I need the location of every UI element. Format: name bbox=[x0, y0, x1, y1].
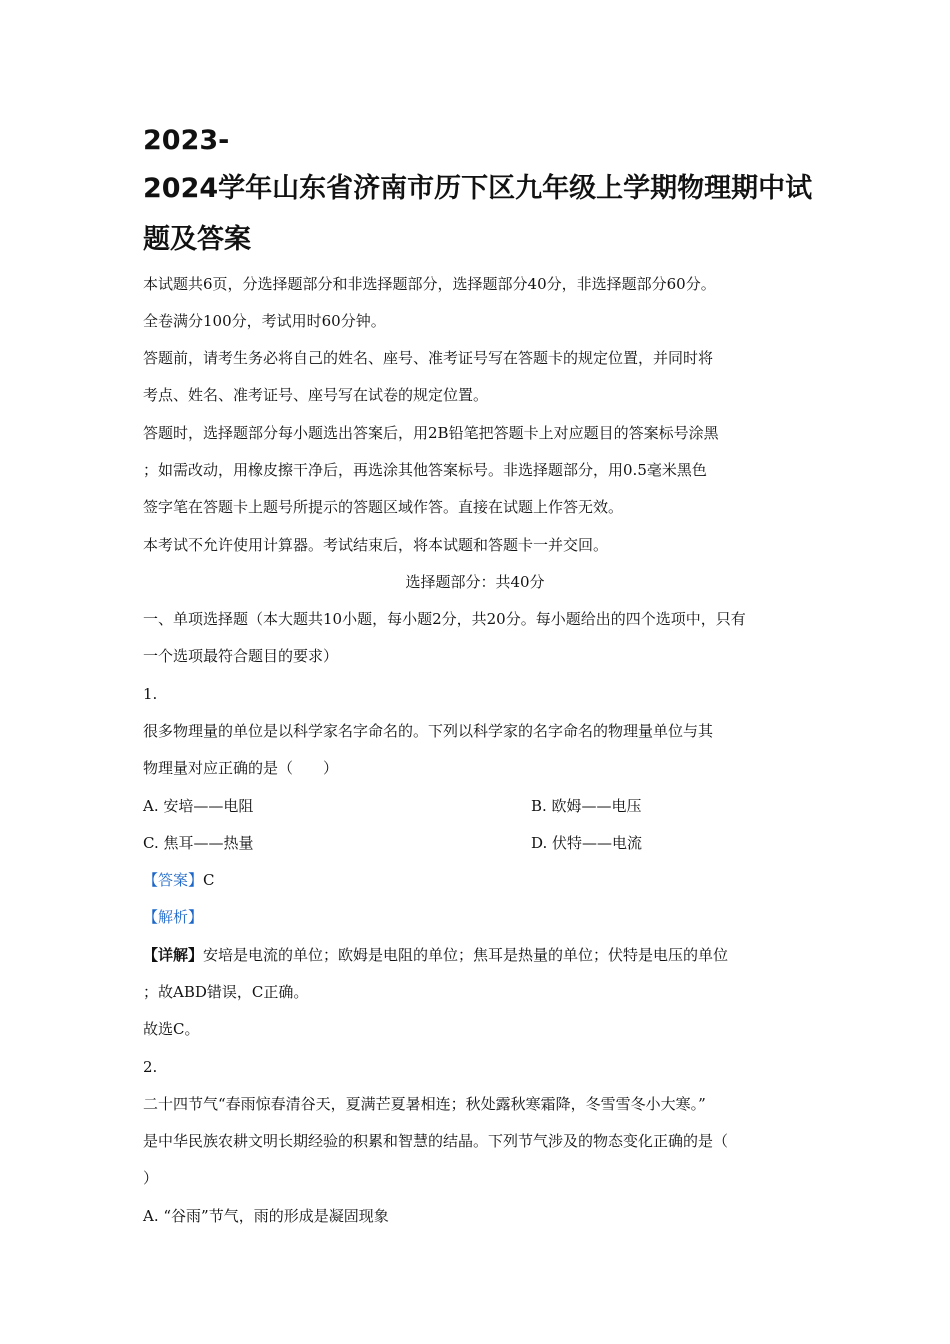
question-1-stem-line-2: 物理量对应正确的是（ ） bbox=[143, 759, 339, 777]
detail-text: 安培是电流的单位；欧姆是电阻的单位；焦耳是热量的单位；伏特是电压的单位 bbox=[203, 946, 729, 964]
detail-tag: 【详解】 bbox=[143, 946, 204, 964]
analysis-tag: 【解析】 bbox=[143, 908, 204, 926]
question-1-option-c: C. 焦耳——热量 bbox=[143, 834, 254, 852]
question-1-answer-line bbox=[143, 870, 215, 890]
question-1-detail-line-2: ；故ABD错误，C正确。 bbox=[143, 983, 309, 1001]
question-1-detail-line-1 bbox=[143, 945, 728, 965]
question-1-option-b: B. 欧姆——电压 bbox=[531, 797, 642, 815]
question-1-stem-line-1: 很多物理量的单位是以科学家名字命名的。下列以科学家的名字命名的物理量单位与其 bbox=[143, 722, 714, 740]
instruction-line: 全卷满分100分，考试用时60分钟。 bbox=[143, 312, 386, 330]
instruction-line: 签字笔在答题卡上题号所提示的答题区域作答。直接在试题上作答无效。 bbox=[143, 498, 624, 516]
instruction-line: 本考试不允许使用计算器。考试结束后，将本试题和答题卡一并交回。 bbox=[143, 536, 609, 554]
document-title-line-3: 题及答案 bbox=[143, 224, 251, 255]
instruction-line: 答题时，选择题部分每小题选出答案后，用2B铅笔把答题卡上对应题目的答案标号涂黑 bbox=[143, 424, 719, 442]
part-one-heading-line-1: 一、单项选择题（本大题共10小题，每小题2分，共20分。每小题给出的四个选项中，只有 bbox=[143, 610, 746, 628]
question-2-stem-line-1: 二十四节气“春雨惊春清谷天，夏满芒夏暑相连；秋处露秋寒霜降，冬雪雪冬小大寒。” bbox=[143, 1095, 706, 1113]
answer-tag: 【答案】 bbox=[143, 871, 204, 889]
document-title-line-2: 2024学年山东省济南市历下区九年级上学期物理期中试 bbox=[143, 173, 813, 204]
document-title-line-1: 2023- bbox=[143, 125, 230, 156]
question-2-number: 2. bbox=[143, 1058, 158, 1076]
section-heading: 选择题部分：共40分 bbox=[405, 573, 545, 591]
part-one-heading-line-2: 一个选项最符合题目的要求） bbox=[143, 647, 339, 665]
answer-value: C bbox=[203, 871, 215, 889]
question-1-analysis-tag bbox=[143, 907, 203, 927]
question-2-stem-line-3: ） bbox=[143, 1169, 159, 1187]
instruction-line: 答题前，请考生务必将自己的姓名、座号、准考证号写在答题卡的规定位置，并同时将 bbox=[143, 349, 714, 367]
question-2-option-a: A. “谷雨”节气，雨的形成是凝固现象 bbox=[143, 1207, 389, 1225]
instruction-line: ；如需改动，用橡皮擦干净后，再选涂其他答案标号。非选择题部分，用0.5毫米黑色 bbox=[143, 461, 707, 479]
question-1-option-a: A. 安培——电阻 bbox=[143, 797, 254, 815]
question-1-conclusion: 故选C。 bbox=[143, 1020, 200, 1038]
instruction-line: 本试题共6页，分选择题部分和非选择题部分，选择题部分40分，非选择题部分60分。 bbox=[143, 275, 716, 293]
question-1-number: 1. bbox=[143, 685, 158, 703]
question-1-option-d: D. 伏特——电流 bbox=[531, 834, 643, 852]
instruction-line: 考点、姓名、准考证号、座号写在试卷的规定位置。 bbox=[143, 386, 489, 404]
question-2-stem-line-2: 是中华民族农耕文明长期经验的积累和智慧的结晶。下列节气涉及的物态变化正确的是（ bbox=[143, 1132, 729, 1150]
